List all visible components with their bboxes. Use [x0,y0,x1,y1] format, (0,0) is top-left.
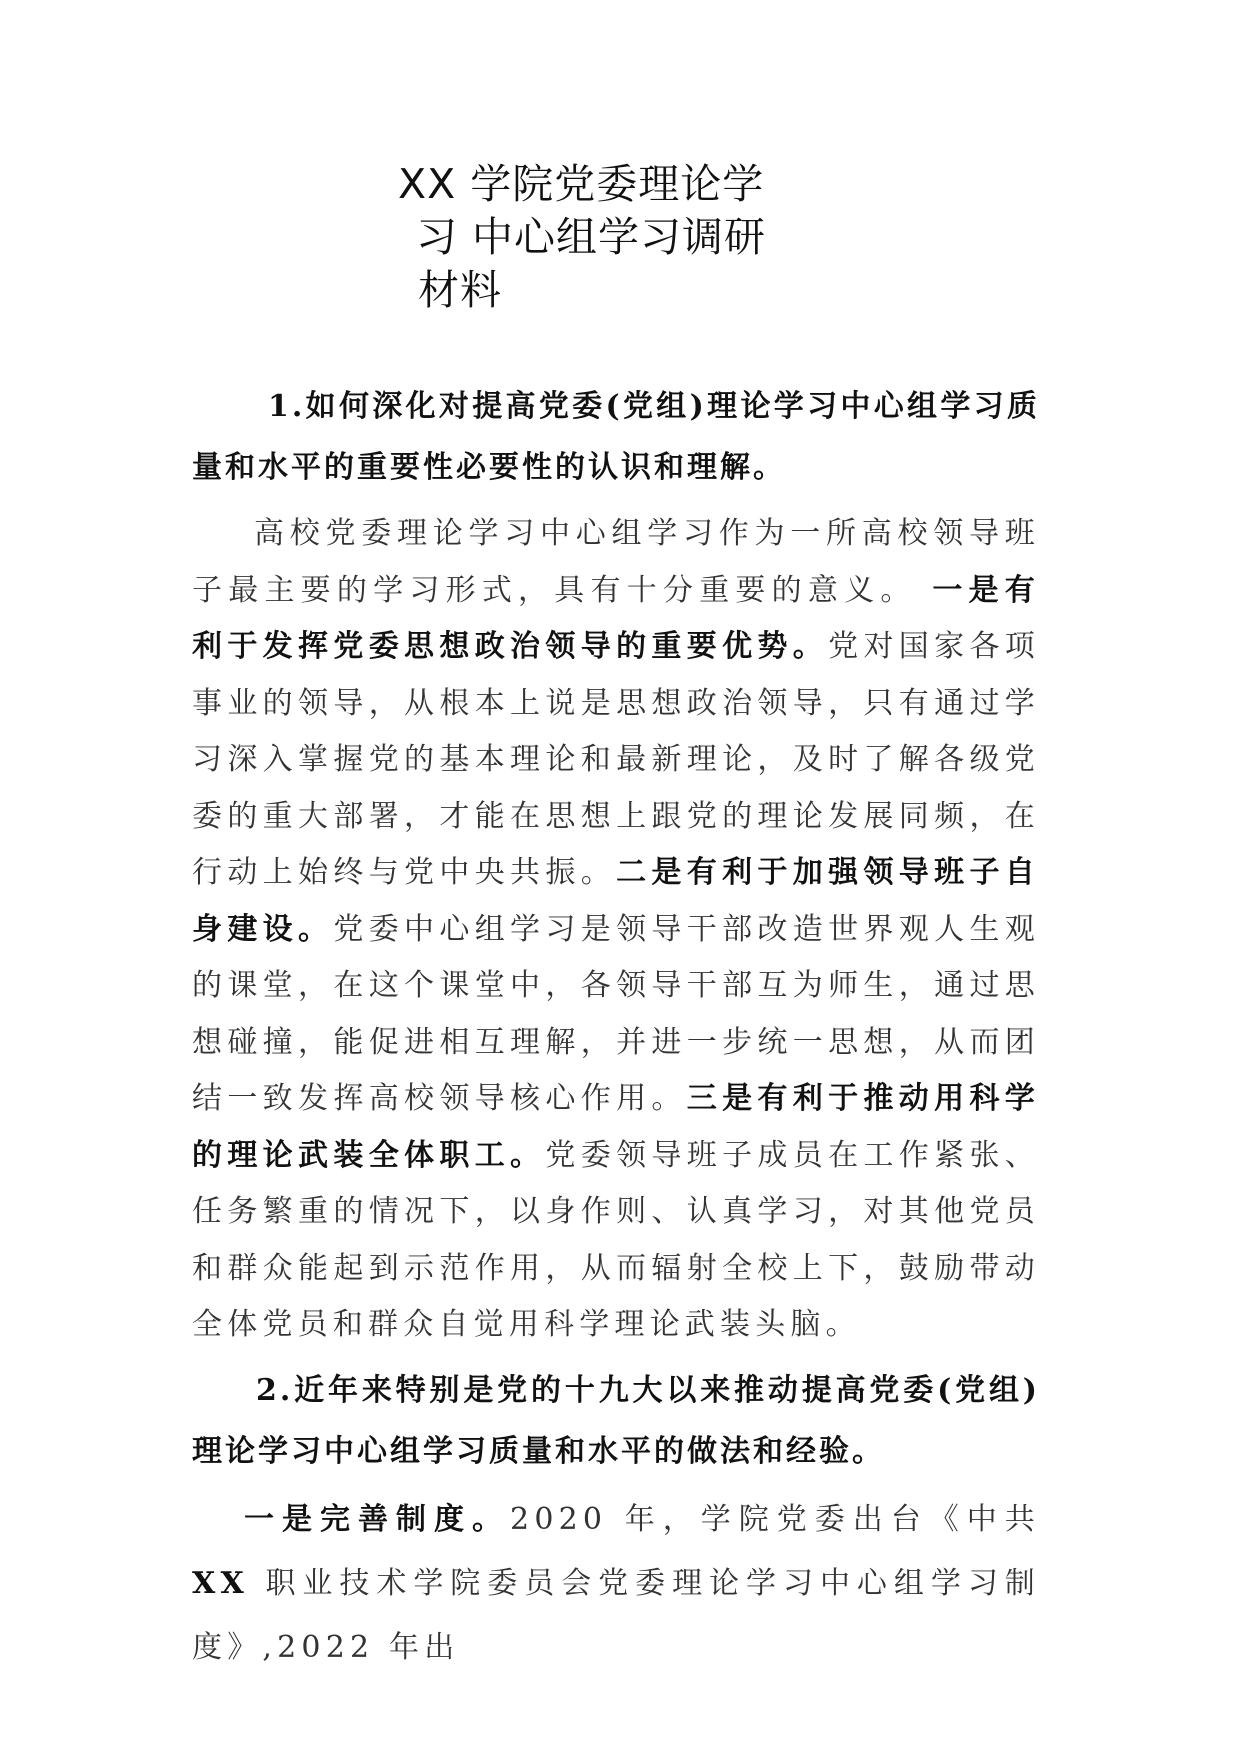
key-point-1: 一是有利于发挥党委思想政治领导的重要优势。 [192,572,1040,664]
key-point-2: 二是有利于加强领导班子自身建设。 [192,855,1041,947]
key-point-1: 一是完善制度。 [244,1501,511,1537]
paragraph-text: 党对国家各项事业的领导，从根本上说是思想政治领导，只有通过学习深入掌握党的基本理论和最新理论，及时了解各级党委的重大部署，才能在思想上跟党的理论发展同频，在行动上始终与党中央共振。 [192,629,1041,890]
title-line-1: XX 学院党委理论学 [398,160,765,208]
paragraph-text: 高校党委理论学习中心组学习作为一所高校领导班子最主要的学习形式，具有十分重要的意义。 [192,516,1040,608]
section-1-paragraph [192,506,1040,1354]
title-line-3: 材料 [418,266,502,314]
paragraph-text: 党委中心组学习是领导干部改造世界观人生观的课堂，在这个课堂中，各领导干部互为师生，通过思想碰撞，能促进相互理解，并进一步统一思想，从而团结一致发挥高校领导核心作用。 [192,911,1040,1116]
document-title [398,158,828,317]
section-2-paragraph [192,1488,1040,1680]
section-1-heading: 1.如何深化对提高党委(党组)理论学习中心组学习质量和水平的重要性必要性的认识和理解。 [192,389,1040,485]
paragraph-text: 2020 年，学院党委出台《中共 [510,1501,1040,1537]
document-body [192,376,1040,1680]
section-2-heading: 2.近年来特别是党的十九大以来推动提高党委(党组)理论学习中心组学习质量和水平的做法和经验。 [192,1372,1040,1469]
org-name-placeholder: XX [192,1565,249,1601]
title-line-2: 习 中心组学习调研 [416,213,767,261]
paragraph-text: 职业技术学院委员会党委理论学习中心组学习制度》,2022 年出 [192,1565,1040,1665]
paragraph-text: 党委领导班子成员在工作紧张、任务繁重的情况下，以身作则、认真学习，对其他党员和群众能起到示范作用，从而辐射全校上下，鼓励带动全体党员和群众自觉用科学理论武装头脑。 [192,1137,1040,1342]
key-point-3: 三是有利于推动用科学的理论武装全体职工。 [192,1081,1040,1173]
